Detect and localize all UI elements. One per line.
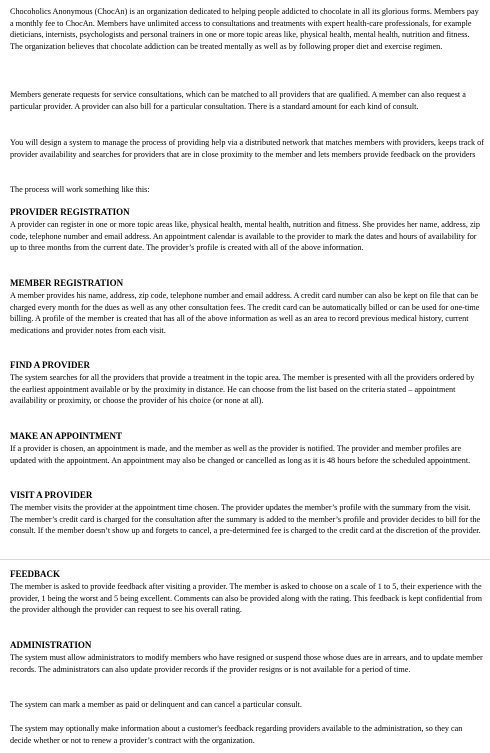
closing-paragraph-1: The system can mark a member as paid or delinquent and can cancel a particular consult. bbox=[10, 700, 302, 709]
section-heading-make-an-appointment: MAKE AN APPOINTMENT bbox=[10, 431, 123, 441]
section-body-provider-registration: A provider can register in one or more topic areas like, physical health, mental health, nutrition and fitness. She provides her name, address, zip code, telephone number and email address. An appointment calendar is available to the provider to mark the dates and hours of availability for up to three months from the current date. The provider’s profile is created with all of the above information. bbox=[10, 220, 480, 253]
section-body-visit-a-provider: The member visits the provider at the appointment time chosen. The provider updates the member’s profile with the summary from the visit. The member’s credit card is charged for the consultation after the summary is added to the member’s profile and provider decides to bill for the consult. If the member doesn’t show up and forgets to cancel, a pre-determined fee is charged to the credit card at the discretion of the provider. bbox=[10, 503, 481, 536]
section-body-make-an-appointment: If a provider is chosen, an appointment is made, and the member as well as the provider is notified. The provider and member profiles are updated with the appointment. An appointment may also be changed or cancelled as long as it is 48 hours before the scheduled appointment. bbox=[10, 444, 471, 465]
section-heading-visit-a-provider: VISIT A PROVIDER bbox=[10, 490, 93, 500]
intro-paragraph-3: You will design a system to manage the process of providing help via a distributed network that matches members with providers, keeps track of provider availability and searches for providers that are in close proximity to the member and lets members provide feedback on the providers bbox=[10, 138, 484, 159]
section-heading-administration: ADMINISTRATION bbox=[10, 640, 92, 650]
intro-paragraph-4: The process will work something like this: bbox=[10, 185, 150, 194]
section-heading-find-a-provider: FIND A PROVIDER bbox=[10, 360, 91, 370]
section-body-find-a-provider: The system searches for all the providers that provide a treatment in the topic area. The member is presented with all the providers ordered by the earliest appointment available or by the proximity in distance. He can choose from the list based on the criteria stated – appointment availability or proximity, or choose the provider of his choice (or none at all). bbox=[10, 373, 475, 406]
closing-paragraph-2: The system may optionally make information about a customer's feedback regarding providers available to the administration, so they can decide whether or not to renew a provider’s contract with the organization. bbox=[10, 724, 463, 745]
intro-paragraph-1: Chocoholics Anonymous (ChocAn) is an organization dedicated to helping people addicted to chocolate in all its glorious forms. Members pay a monthly fee to ChocAn. Members have unlimited access to consultations and treatments with expert health-care professionals, for example dieticians, internists, psychologists and personal trainers in one or more topic areas like, physical health, mental health, nutrition and fitness. The organization believes that chocolate addiction can be treated mentally as well as by following proper diet and exercise regimen. bbox=[10, 7, 479, 51]
section-heading-provider-registration: PROVIDER REGISTRATION bbox=[10, 207, 130, 217]
section-body-feedback: The member is asked to provide feedback after visiting a provider. The member is asked to choose on a scale of 1 to 5, their experience with the provider, 1 being the worst and 5 being excellent. Comments can also be provided along with the rating. This feedback is kept confidential from the provider although the provider can request to see his overall rating. bbox=[10, 582, 482, 615]
intro-paragraph-2: Members generate requests for service consultations, which can be matched to all providers that are qualified. A member can also request a particular provider. A provider can also bill for a particular consultation. There is a standard amount for each kind of consult. bbox=[10, 90, 466, 111]
section-heading-member-registration: MEMBER REGISTRATION bbox=[10, 278, 124, 288]
section-body-member-registration: A member provides his name, address, zip code, telephone number and email address. A credit card number can also be kept on file that can be charged every month for the dues as well as any other consultation fees. The credit card can be automatically billed or can be used for one-time billing. A profile of the member is created that has all of the above information as well as an area to record previous medical history, current medications and provider notes from each visit. bbox=[10, 291, 480, 335]
section-heading-feedback: FEEDBACK bbox=[10, 569, 61, 579]
page-divider bbox=[0, 559, 490, 560]
section-body-administration: The system must allow administrators to modify members who have resigned or suspend those whose dues are in arrears, and to update member records. The administrators can also update provider records if the provider resigns or is not available for a period of time. bbox=[10, 653, 483, 674]
